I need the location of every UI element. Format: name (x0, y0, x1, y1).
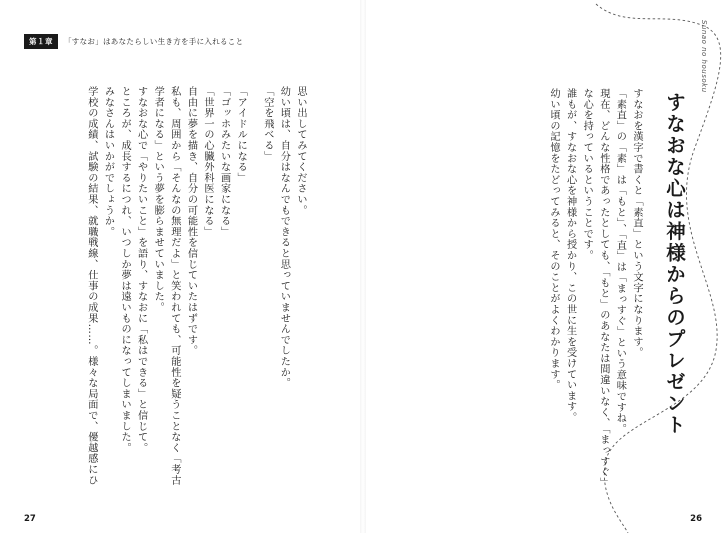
chapter-title: 「すなお」はあなたらしい生き方を手に入れること (64, 37, 244, 46)
chapter-header (24, 34, 243, 49)
body-line: すなおな心で「やりたいこと」を語り、すなおに「私はできる」と信じて。 (135, 86, 147, 454)
body-line: 「ゴッホみたいな画家になる」 (218, 86, 230, 238)
body-line: 現在、どんな性格であったとしても、「もと」のあなたは間違いなく、「まっすぐ」 (597, 88, 609, 489)
body-line: すなおを漢字で書くと「素直」という文字になります。 (631, 88, 642, 358)
body-line: 学者になる」という夢を膨らませていました。 (152, 86, 164, 313)
body-line: な心を持っているということです。 (581, 88, 593, 261)
body-line: 自由に夢を描き、自分の可能性を信じていたはずです。 (185, 86, 197, 356)
body-line: ところが、成長するにつれ、いつしか夢は遠いものになってしまいました。 (119, 86, 131, 454)
body-line: 「世界一の心臓外科医になる」 (202, 86, 214, 238)
right-body-text (544, 88, 644, 488)
right-page (366, 0, 726, 533)
body-line: 幼い頃は、自分はなんでもできると思っていませんでしたか。 (278, 86, 290, 389)
body-line: みなさんはいかがでしょうか。 (102, 86, 114, 238)
body-line: 幼い頃の記憶をたどってみると、そのことがよくわかります。 (548, 88, 560, 391)
body-line: 「素直」の「素」は「もと」、「直」は「まっすぐ」という意味ですね。 (614, 88, 626, 435)
page-number-left: 27 (24, 514, 36, 524)
left-body-text (72, 86, 308, 486)
body-line: 「アイドルになる」 (235, 86, 247, 184)
section-title: すなおな心は神様からのプレゼント (663, 92, 686, 436)
left-page (0, 0, 360, 533)
body-line: 「空を飛べる」 (261, 86, 273, 162)
body-line: 学校の成績、試験の結果、就職戦線、仕事の成果……。様々な局面で、優越感にひ (85, 86, 97, 486)
body-line: 誰もが、すなおな心を神様から授かり、この世に生を受けています。 (564, 88, 576, 423)
deco-label: Sunao no housoku (700, 20, 708, 93)
chapter-label: 第１章 (24, 34, 58, 49)
body-line: 思い出してみてください。 (295, 86, 306, 216)
body-line: 私も、周囲から「そんなの無理だよ」と笑われても、可能性を疑うことなく「考古 (168, 86, 180, 486)
page-number-right: 26 (690, 514, 702, 524)
